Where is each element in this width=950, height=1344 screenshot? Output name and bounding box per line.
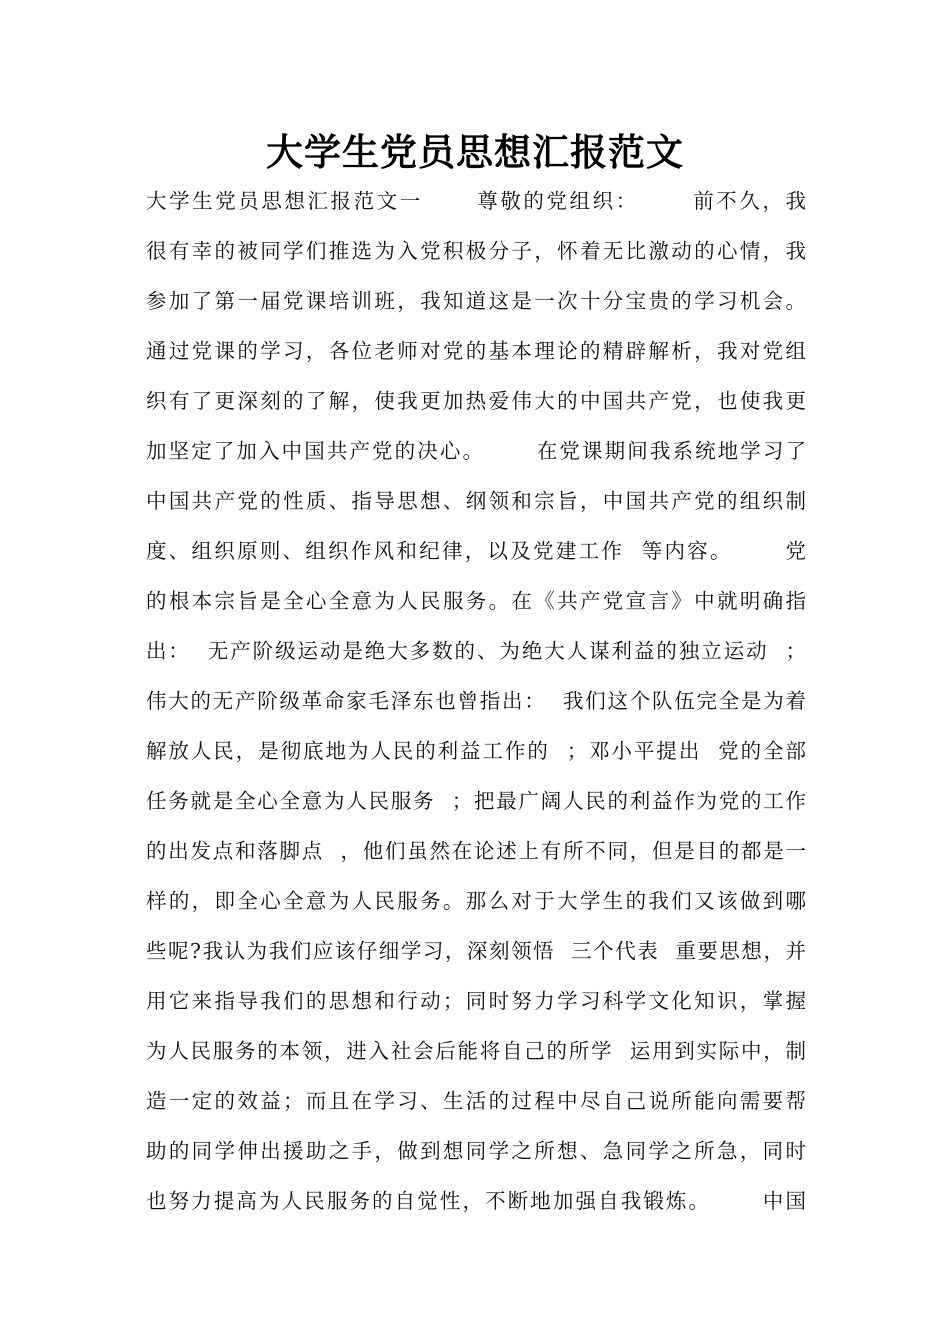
body-line: 伟大的无产阶级革命家毛泽东也曾指出： 我们这个队伍完全是为着 <box>146 689 806 713</box>
body-line: 用它来指导我们的思想和行动；同时努力学习科学文化知识，掌握 <box>146 989 806 1013</box>
body-line: 大学生党员思想汇报范文一 尊敬的党组织： 前不久，我 <box>146 189 806 213</box>
body-line: 为人民服务的本领，进入社会后能将自己的所学 运用到实际中，制 <box>146 1039 806 1063</box>
body-line: 助的同学伸出援助之手，做到想同学之所想、急同学之所急，同时 <box>146 1139 806 1163</box>
body-line: 的根本宗旨是全心全意为人民服务。在《共产党宣言》中就明确指 <box>146 589 806 613</box>
body-line: 解放人民，是彻底地为人民的利益工作的 ；邓小平提出 党的全部 <box>146 739 806 763</box>
body-line: 中国共产党的性质、指导思想、纲领和宗旨，中国共产党的组织制 <box>146 489 806 513</box>
body-line: 度、组织原则、组织作风和纪律，以及党建工作 等内容。 党 <box>146 539 806 563</box>
document-body <box>146 176 806 1226</box>
body-line: 参加了第一届党课培训班，我知道这是一次十分宝贵的学习机会。 <box>146 289 806 313</box>
document-title: 大学生党员思想汇报范文 <box>266 131 684 174</box>
body-line: 造一定的效益；而且在学习、生活的过程中尽自己说所能向需要帮 <box>146 1089 806 1113</box>
body-line: 出： 无产阶级运动是绝大多数的、为绝大人谋利益的独立运动 ； <box>146 639 806 663</box>
body-line: 样的，即全心全意为人民服务。那么对于大学生的我们又该做到哪 <box>146 889 806 913</box>
body-line: 些呢?我认为我们应该仔细学习，深刻领悟 三个代表 重要思想，并 <box>146 939 806 963</box>
body-line: 通过党课的学习，各位老师对党的基本理论的精辟解析，我对党组 <box>146 339 806 363</box>
body-line: 任务就是全心全意为人民服务 ；把最广阔人民的利益作为党的工作 <box>146 789 806 813</box>
body-line: 的出发点和落脚点 ，他们虽然在论述上有所不同，但是目的都是一 <box>146 839 806 863</box>
body-line: 也努力提高为人民服务的自觉性，不断地加强自我锻炼。 中国 <box>146 1189 806 1213</box>
body-line: 织有了更深刻的了解，使我更加热爱伟大的中国共产党，也使我更 <box>146 389 806 413</box>
body-line: 加坚定了加入中国共产党的决心。 在党课期间我系统地学习了 <box>146 439 806 463</box>
body-line: 很有幸的被同学们推选为入党积极分子，怀着无比激动的心情，我 <box>146 239 806 263</box>
